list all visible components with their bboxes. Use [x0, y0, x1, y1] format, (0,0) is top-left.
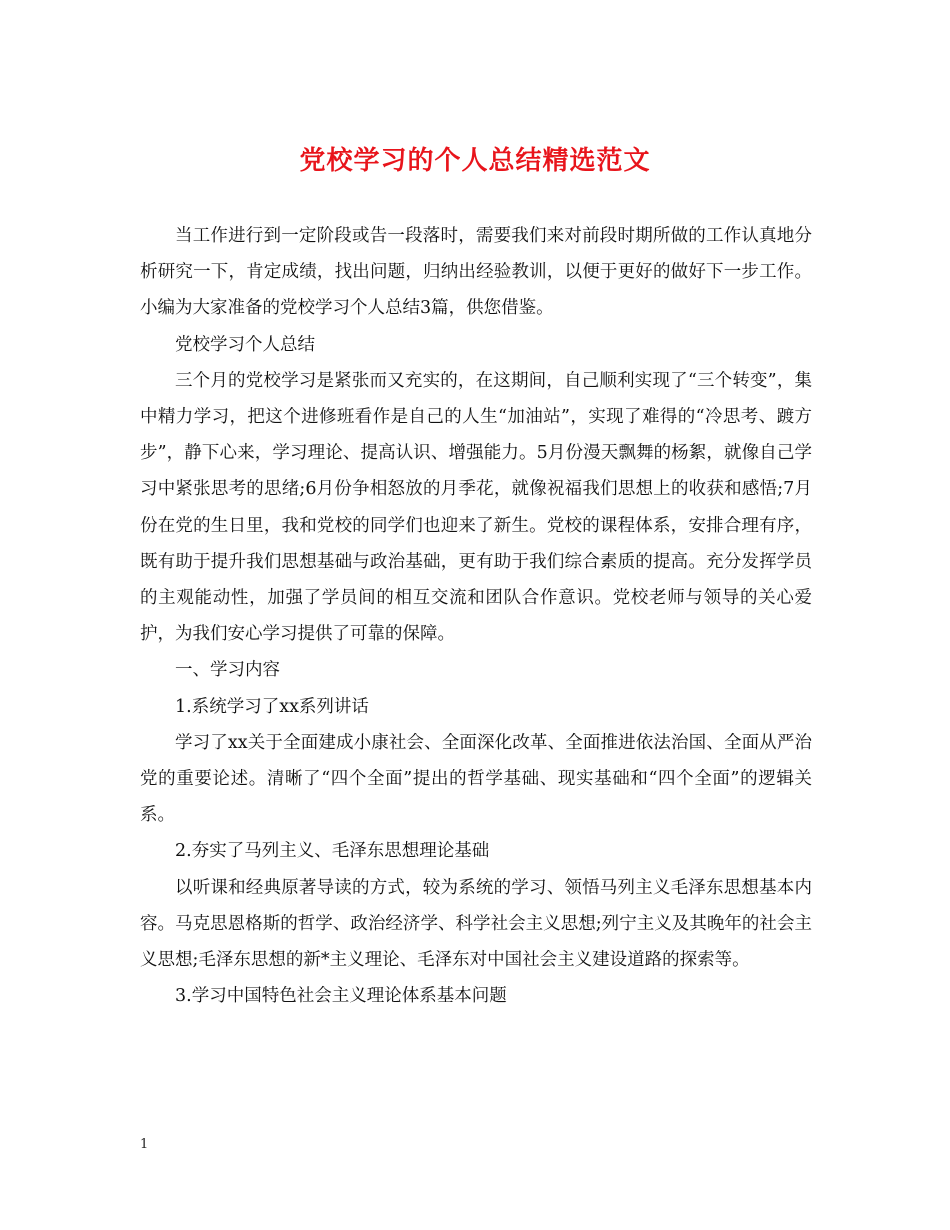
subsection-heading: 一、学习内容 [175, 660, 280, 681]
section-heading: 党校学习个人总结 [175, 334, 315, 355]
intro-paragraph: 当工作进行到一定阶段或告一段落时，需要我们来对前段时期所做的工作认真地分析研究一下，肯定成绩，找出问题，归纳出经验教训，以便于更好的做好下一步工作。小编为大家准备的党校学习个人总结3篇，供您借鉴。 [140, 226, 812, 319]
document-body [140, 218, 812, 1014]
list-item-heading: 3.学习中国特色社会主义理论体系基本问题 [175, 986, 507, 1007]
list-item-heading: 1.系统学习了xx系列讲话 [175, 696, 369, 717]
document-title: 党校学习的个人总结精选范文 [299, 146, 651, 176]
body-paragraph: 以听课和经典原著导读的方式，较为系统的学习、领悟马列主义毛泽东思想基本内容。马克思恩格斯的哲学、政治经济学、科学社会主义思想;列宁主义及其晚年的社会主义思想;毛泽东思想的新*主义理论、毛泽东对中国社会主义建设道路的探索等。 [140, 877, 812, 971]
body-paragraph: 学习了xx关于全面建成小康社会、全面深化改革、全面推进依法治国、全面从严治党的重要论述。清晰了“四个全面”提出的哲学基础、现实基础和“四个全面”的逻辑关系。 [140, 732, 812, 826]
summary-paragraph: 三个月的党校学习是紧张而又充实的，在这期间，自己顺利实现了“三个转变”，集中精力学习，把这个进修班看作是自己的人生“加油站”，实现了难得的“冷思考、踱方步”，静下心来，学习理论、提高认识、增强能力。5月份漫天飘舞的杨絮，就像自己学习中紧张思考的思绪;6月份争相怒放的月季花，就像祝福我们思想上的收获和感悟;7月份在党的生日里，我和党校的同学们也迎来了新生。党校的课程体系，安排合理有序，既有助于提升我们思想基础与政治基础，更有助于我们综合素质的提高。充分发挥学员的主观能动性，加强了学员间的相互交流和团队合作意识。党校老师与领导的关心爱护，为我们安心学习提供了可靠的保障。 [140, 370, 812, 645]
list-item-heading: 2.夯实了马列主义、毛泽东思想理论基础 [175, 841, 490, 862]
page-number: 1 [140, 1137, 149, 1152]
